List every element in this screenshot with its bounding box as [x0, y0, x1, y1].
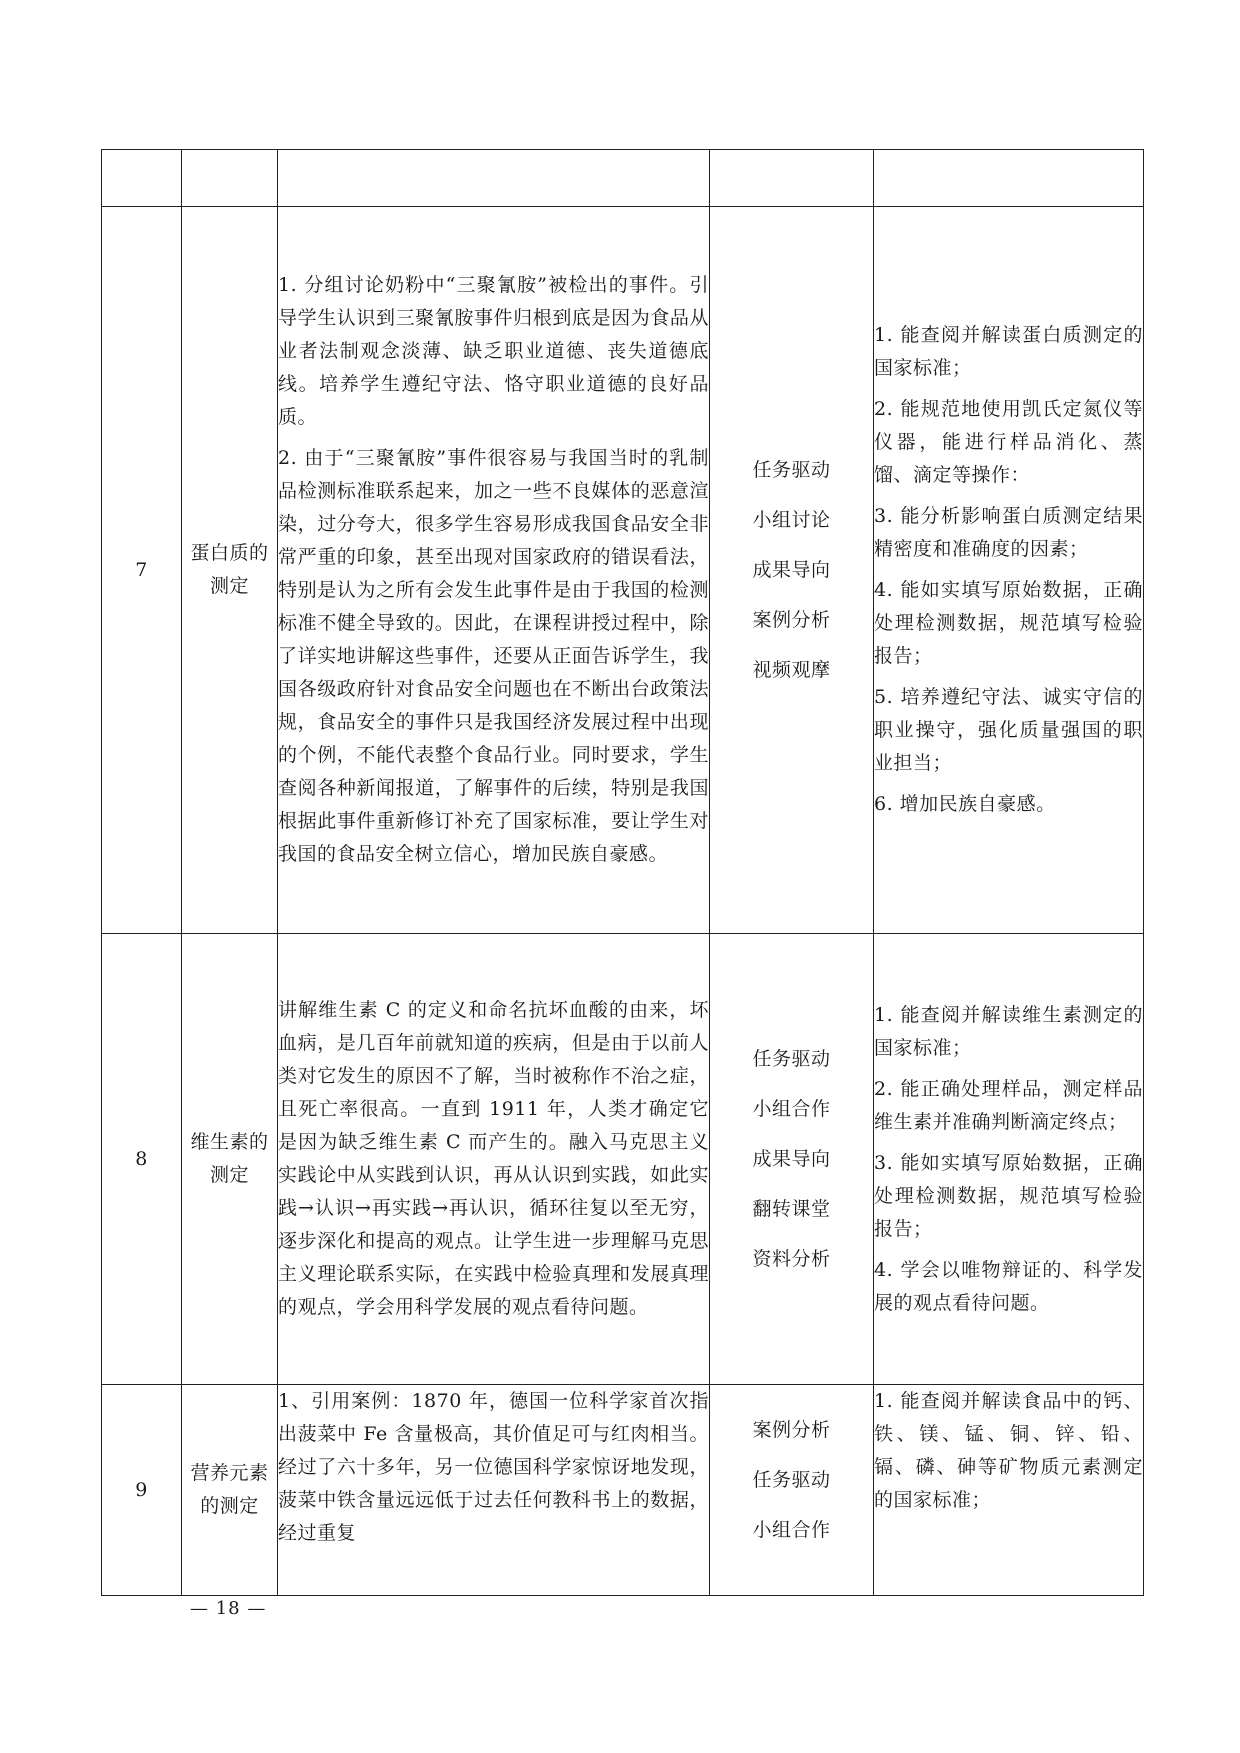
content-paragraph: 1. 分组讨论奶粉中“三聚氰胺”被检出的事件。引导学生认识到三聚氰胺事件归根到底是因为食品从业者法制观念淡薄、缺乏职业道德、丧失道德底线。培养学生遵纪守法、恪守职业道德的良好品质。: [278, 274, 709, 428]
page-number: — 18 —: [190, 1598, 267, 1619]
row-number-cell: 9: [102, 1385, 182, 1596]
learning-goal-item: 1. 能查阅并解读蛋白质测定的国家标准；: [874, 324, 1143, 379]
table-body: [102, 150, 1144, 1596]
table-row: [102, 207, 1144, 934]
ideological-content-cell: [278, 207, 710, 934]
course-content-table: [101, 149, 1144, 1596]
teaching-method-item: 成果导向: [752, 559, 831, 581]
teaching-methods-cell: [710, 1385, 874, 1596]
ideological-content-cell: [278, 1385, 710, 1596]
teaching-method-item: 任务驱动: [752, 1469, 831, 1491]
learning-goals-cell: [874, 207, 1144, 934]
teaching-method-item: 案例分析: [752, 1419, 831, 1441]
topic-name-cell: [182, 150, 278, 207]
ideological-content-cell: [278, 934, 710, 1385]
topic-name-cell: 营养元素的测定: [182, 1385, 278, 1596]
learning-goal-item: 4. 学会以唯物辩证的、科学发展的观点看待问题。: [874, 1258, 1143, 1314]
row-number-cell: 8: [102, 934, 182, 1385]
teaching-method-item: 视频观摩: [752, 659, 831, 681]
teaching-method-item: 翻转课堂: [752, 1198, 831, 1220]
teaching-method-item: 小组讨论: [752, 509, 831, 531]
content-paragraph: 讲解维生素 C 的定义和命名抗坏血酸的由来，坏血病，是几百年前就知道的疾病，但是由于以前人类对它发生的原因不了解，当时被称作不治之症，且死亡率很高。一直到 1911 年，人类才确定它是因为缺乏维生素 C 而产生的。融入马克思主义实践论中从实践到认识，再从认识到实践，如此实践→认识→再实践→再认识，循环往复以至无穷，逐步深化和提高的观点。让学生进一步理解马克思主义理论联系实际，在实践中检验真理和发展真理的观点，学会用科学发展的观点看待问题。: [278, 999, 709, 1318]
learning-goals-cell: [874, 150, 1144, 207]
row-number-cell: 7: [102, 207, 182, 934]
learning-goal-item: 3. 能分析影响蛋白质测定结果精密度和准确度的因素；: [874, 505, 1143, 560]
learning-goal-item: 1. 能查阅并解读食品中的钙、铁、镁、锰、铜、锌、铅、镉、磷、砷等矿物质元素测定的国家标准；: [874, 1390, 1143, 1511]
ideological-content-cell: [278, 150, 710, 207]
learning-goal-item: 2. 能规范地使用凯氏定氮仪等仪器，能进行样品消化、蒸馏、滴定等操作：: [874, 398, 1143, 486]
teaching-method-item: 案例分析: [752, 609, 831, 631]
teaching-method-item: 成果导向: [752, 1148, 831, 1170]
row-number-cell: [102, 150, 182, 207]
learning-goal-item: 5. 培养遵纪守法、诚实守信的职业操守，强化质量强国的职业担当；: [874, 686, 1143, 774]
teaching-method-item: 小组合作: [752, 1519, 831, 1541]
content-paragraph: 1、引用案例：1870 年，德国一位科学家首次指出菠菜中 Fe 含量极高，其价值足可与红肉相当。经过了六十多年，另一位德国科学家惊讶地发现，菠菜中铁含量远远低于过去任何教科书上的数据，经过重复: [278, 1390, 709, 1544]
content-paragraph: 2. 由于“三聚氰胺”事件很容易与我国当时的乳制品检测标准联系起来，加之一些不良媒体的恶意渲染，过分夸大，很多学生容易形成我国食品安全非常严重的印象，甚至出现对国家政府的错误看法，特别是认为之所有会发生此事件是由于我国的检测标准不健全导致的。因此，在课程讲授过程中，除了详实地讲解这些事件，还要从正面告诉学生，我国各级政府针对食品安全问题也在不断出台政策法规，食品安全的事件只是我国经济发展过程中出现的个例，不能代表整个食品行业。同时要求，学生查阅各种新闻报道，了解事件的后续，特别是我国根据此事件重新修订补充了国家标准，要让学生对我国的食品安全树立信心，增加民族自豪感。: [278, 447, 709, 865]
teaching-method-item: 任务驱动: [752, 459, 831, 481]
teaching-method-item: 资料分析: [752, 1248, 831, 1270]
teaching-method-item: 任务驱动: [752, 1048, 831, 1070]
topic-name-cell: 维生素的测定: [182, 934, 278, 1385]
learning-goals-cell: [874, 1385, 1144, 1596]
teaching-methods-cell: [710, 150, 874, 207]
learning-goal-item: 3. 能如实填写原始数据，正确处理检测数据，规范填写检验报告；: [874, 1151, 1143, 1240]
table-row: [102, 1385, 1144, 1596]
learning-goal-item: 1. 能查阅并解读维生素测定的国家标准；: [874, 1003, 1143, 1059]
learning-goals-cell: [874, 934, 1144, 1385]
topic-name-cell: 蛋白质的测定: [182, 207, 278, 934]
table-row: [102, 150, 1144, 207]
table-row: [102, 934, 1144, 1385]
learning-goal-item: 4. 能如实填写原始数据，正确处理检测数据，规范填写检验报告；: [874, 579, 1143, 667]
teaching-methods-cell: [710, 934, 874, 1385]
learning-goal-item: 6. 增加民族自豪感。: [874, 793, 1056, 815]
teaching-method-item: 小组合作: [752, 1098, 831, 1120]
learning-goal-item: 2. 能正确处理样品，测定样品维生素并准确判断滴定终点；: [874, 1077, 1143, 1133]
teaching-methods-cell: [710, 207, 874, 934]
